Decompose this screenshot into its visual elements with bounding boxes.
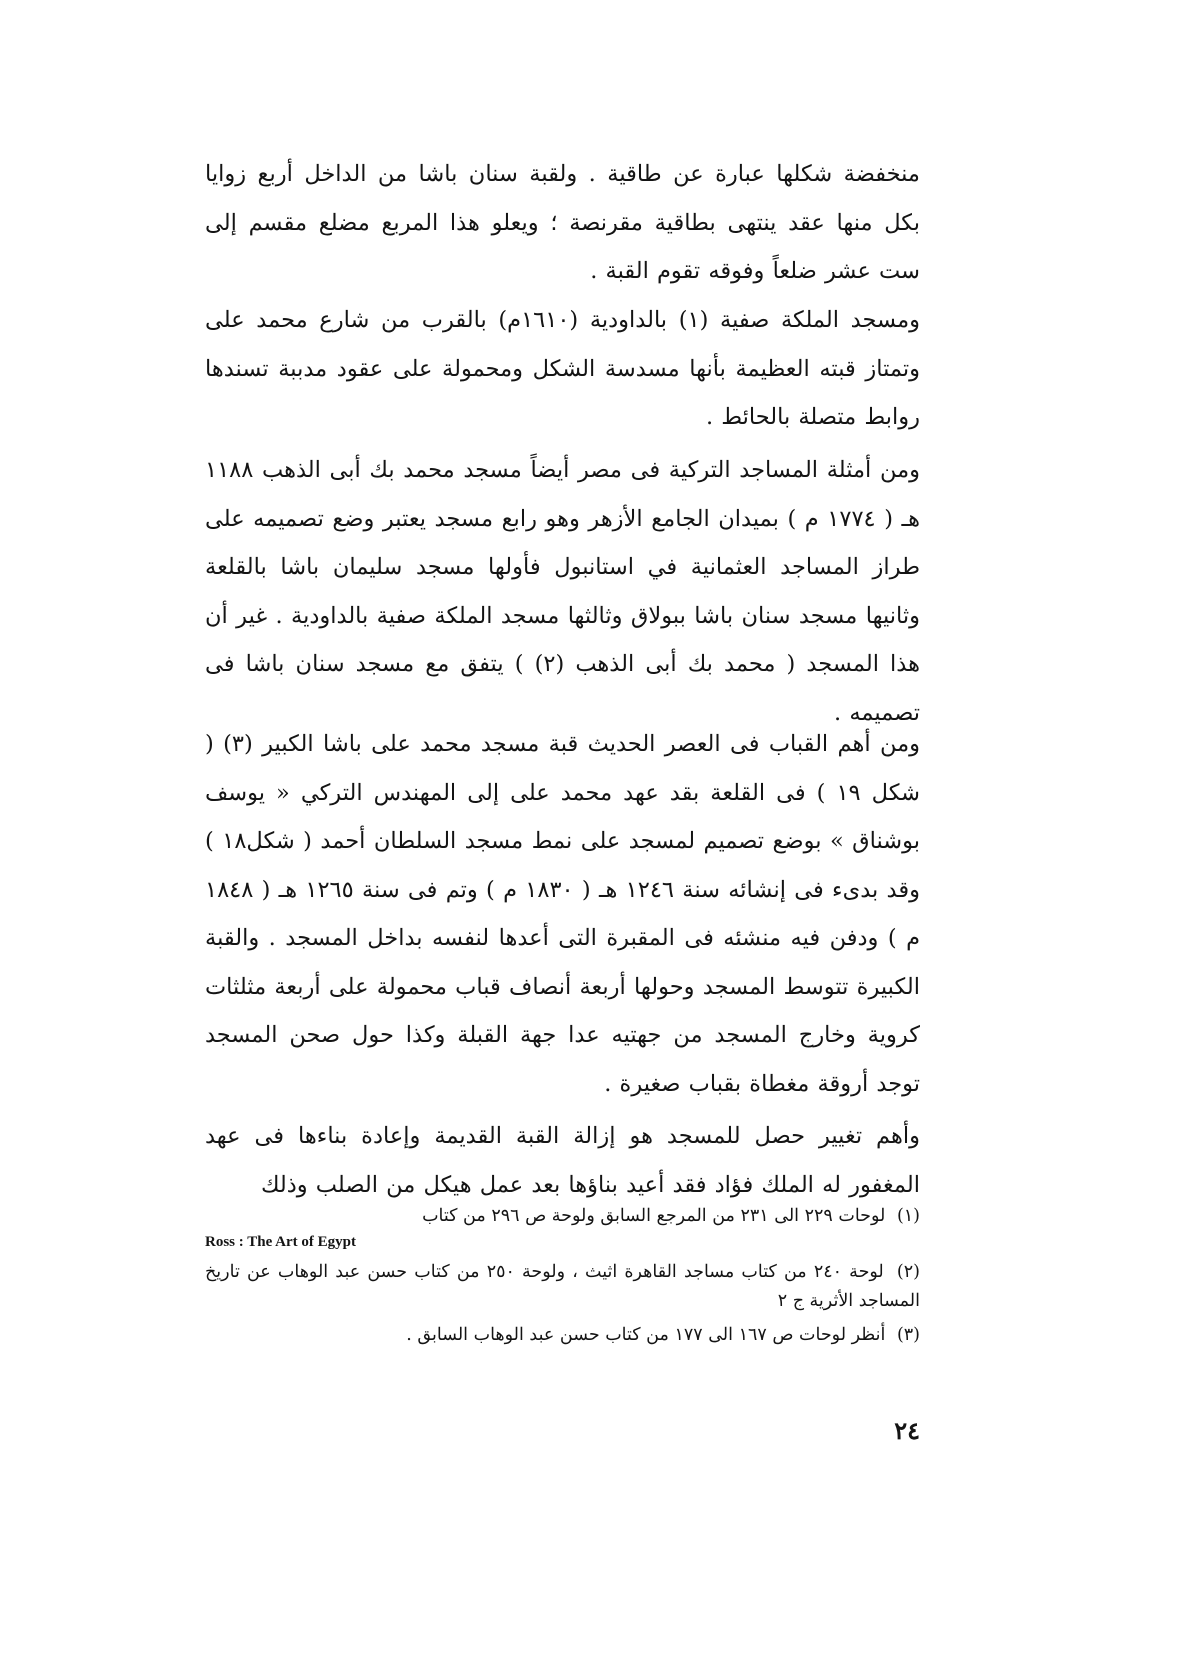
paragraph-5: وأهم تغيير حصل للمسجد هو إزالة القبة القديمة وإعادة بناءها فى عهد المغفور له الملك فؤاد فقد أعيد بناؤها بعد عمل هيكل من الصلب وذلك	[205, 1123, 920, 1198]
footnote-2	[205, 1258, 920, 1316]
footnote-number: (٢)	[896, 1262, 920, 1282]
page-number: ٢٤	[894, 1416, 920, 1445]
footnotes	[205, 1202, 920, 1355]
footnote-1	[205, 1202, 920, 1231]
footnote-3	[205, 1321, 920, 1350]
footnote-text: لوحات ٢٢٩ الى ٢٣١ من المرجع السابق ولوحة ص ٢٩٦ من كتاب	[422, 1206, 886, 1226]
footnote-text: أنظر لوحات ص ١٦٧ الى ١٧٧ من كتاب حسن عبد الوهاب السابق .	[406, 1325, 886, 1345]
paragraph-3: ومن أمثلة المساجد التركية فى مصر أيضاً مسجد محمد بك أبى الذهب ١١٨٨ هـ ( ١٧٧٤ م ) بميدان الجامع الأزهر وهو رابع مسجد يعتبر وضع تصميمه على طراز المساجد العثمانية في استانبول فأولها مسجد سليمان باشا بالقلعة وثانيها مسجد سنان باشا ببولاق وثالثها مسجد الملكة صفية بالداودية . غير أن هذا المسجد ( محمد بك أبى الذهب (٢) ) يتفق مع مسجد سنان باشا فى تصميمه .	[205, 457, 920, 726]
book-page	[205, 150, 920, 1610]
paragraph-1: منخفضة شكلها عبارة عن طاقية . ولقبة سنان باشا من الداخل أربع زوايا بكل منها عقد ينتهى بطاقية مقرنصة ؛ ويعلو هذا المربع مضلع مقسم إلى ست عشر ضلعاً وفوقه تقوم القبة .	[205, 161, 920, 284]
footnote-number: (٣)	[896, 1325, 920, 1345]
footnote-1-latin-reference: Ross : The Art of Egypt	[205, 1234, 356, 1250]
paragraph-2: ومسجد الملكة صفية (١) بالداودية (١٦١٠م) بالقرب من شارع محمد على وتمتاز قبته العظيمة بأنها مسدسة الشكل ومحمولة على عقود مدببة تسندها روابط متصلة بالحائط .	[205, 307, 921, 430]
footnote-number: (١)	[896, 1206, 920, 1226]
paragraph-4: ومن أهم القباب فى العصر الحديث قبة مسجد محمد على باشا الكبير (٣) ( شكل ١٩ ) فى القلعة بقد عهد محمد على إلى المهندس التركي « يوسف بوشناق » بوضع تصميم لمسجد على نمط مسجد السلطان أحمد ( شكل١٨ ) وقد بدىء فى إنشائه سنة ١٢٤٦ هـ ( ١٨٣٠ م ) وتم فى سنة ١٢٦٥ هـ ( ١٨٤٨ م ) ودفن فيه منشئه فى المقبرة التى أعدها لنفسه بداخل المسجد . والقبة الكبيرة تتوسط المسجد وحولها أربعة أنصاف قباب محمولة على أربعة مثلثات كروية وخارج المسجد من جهتيه عدا جهة القبلة وكذا حول صحن المسجد توجد أروقة مغطاة بقباب صغيرة .	[205, 731, 921, 1097]
footnote-text: لوحة ٢٤٠ من كتاب مساجد القاهرة اثيث ، ولوحة ٢٥٠ من كتاب حسن عبد الوهاب عن تاريخ المساجد الأثرية ج ٢	[205, 1262, 920, 1311]
